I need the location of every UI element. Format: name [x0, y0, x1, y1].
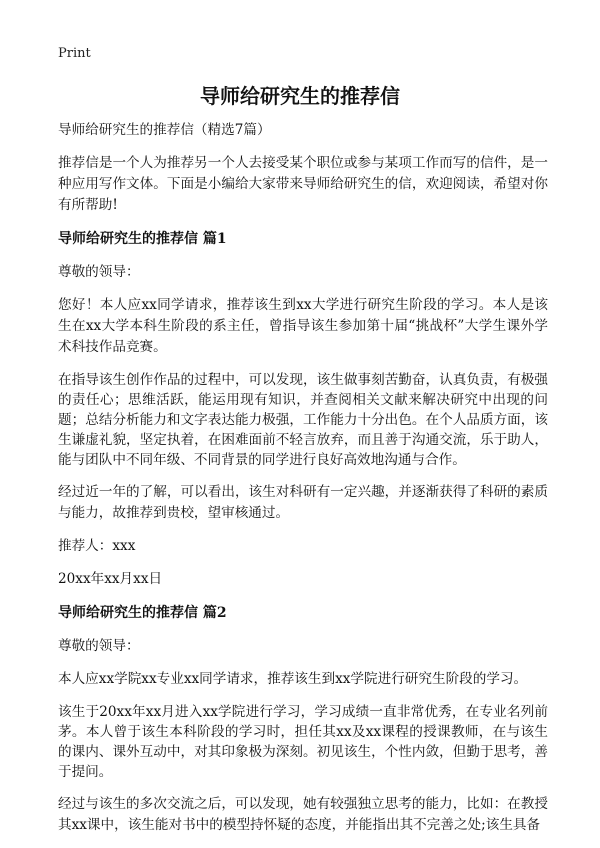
print-link[interactable]: Print — [58, 46, 91, 61]
section-heading: 导师给研究生的推荐信 篇1 — [58, 231, 227, 247]
letter-paragraph: 该生于20xx年xx月进入xx学院进行学习，学习成绩一直非常优秀，在专业名列前茅。本人曾于该生本科阶段的学习时，担任其xx及xx课程的授课教师，在与该生的课内、课外互动中，对其印象极为深刻。初见该生，个性内敛，但勤于思考，善于提问。 — [58, 704, 548, 780]
letter-greeting: 尊敬的领导： — [58, 638, 140, 654]
page-title: 导师给研究生的推荐信 — [200, 84, 400, 108]
section-heading: 导师给研究生的推荐信 篇2 — [58, 605, 227, 621]
document-subtitle: 导师给研究生的推荐信（精选7篇） — [58, 122, 271, 138]
letter-paragraph: 经过与该生的多次交流之后，可以发现，她有较强独立思考的能力，比如：在教授其xx课中，该生能对书中的模型持怀疑的态度，并能指出其不完善之处;该生具备 — [58, 796, 548, 833]
letter-date: 20xx年xx月xx日 — [58, 571, 163, 587]
letter-section-2 — [58, 602, 548, 836]
letter-paragraph: 经过近一年的了解，可以看出，该生对科研有一定兴趣，并逐渐获得了科研的素质与能力，故推荐到贵校，望审核通过。 — [58, 484, 548, 521]
document-body — [58, 120, 548, 848]
letter-paragraph: 您好！本人应xx同学请求，推荐该生到xx大学进行研究生阶段的学习。本人是该生在xx大学本科生阶段的系主任，曾指导该生参加第十届“挑战杯”大学生课外学术科技作品竞赛。 — [58, 297, 548, 355]
letter-section-1 — [58, 228, 548, 590]
intro-paragraph: 推荐信是一个人为推荐另一个人去接受某个职位或参与某项工作而写的信件，是一种应用写作文体。下面是小编给大家带来导师给研究生的信，欢迎阅读，希望对你有所帮助! — [58, 155, 548, 213]
letter-greeting: 尊敬的领导： — [58, 264, 140, 280]
letter-paragraph: 在指导该生创作作品的过程中，可以发现，该生做事刻苦勤奋，认真负责，有极强的责任心；思维活跃，能运用现有知识，并查阅相关文献来解决研究中出现的问题；总结分析能力和文字表达能力极强，工作能力十分出色。在个人品质方面，该生谦虚礼貌，坚定执着，在困难面前不轻言放弃，而且善于沟通交流，乐于助人，能与团队中不同年级、不同背景的同学进行良好高效地沟通与合作。 — [58, 372, 548, 468]
letter-signer: 推荐人：xxx — [58, 538, 136, 554]
letter-paragraph: 本人应xx学院xx专业xx同学请求，推荐该生到xx学院进行研究生阶段的学习。 — [58, 671, 528, 687]
